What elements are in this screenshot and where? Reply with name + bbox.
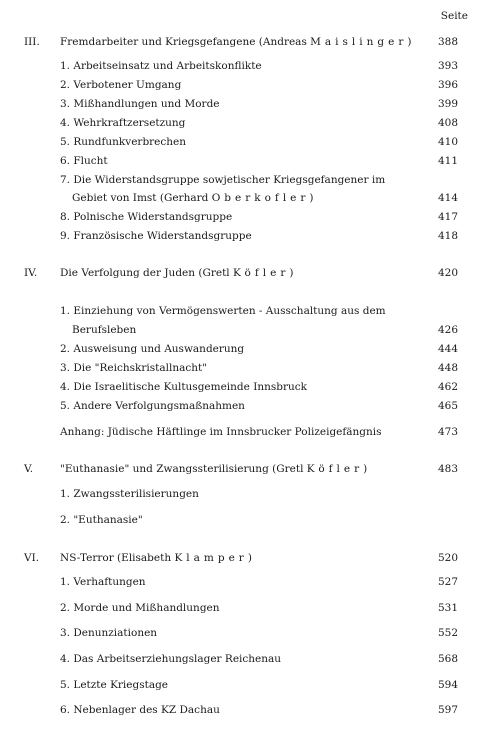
section-number: V. (24, 463, 34, 475)
section-title-close: ) (289, 267, 294, 279)
section-heading (0, 550, 492, 566)
entry-page: 527 (437, 576, 458, 588)
section-title (60, 550, 252, 566)
section-number: IV. (24, 267, 38, 279)
entry-page: 410 (437, 136, 458, 148)
entry-continuation (72, 190, 314, 206)
entry-text: 1. Arbeitseinsatz und Arbeitskonflikte (60, 60, 262, 72)
section-title (60, 34, 411, 50)
continuation-close: ) (309, 192, 314, 204)
toc-entry (0, 115, 492, 131)
entry-text: Anhang: Jüdische Häftlinge im Innsbrucker Polizeigefängnis (60, 426, 382, 438)
entry-page: 473 (437, 426, 458, 438)
toc-entry (0, 677, 492, 693)
entry-text: 9. Französische Widerstandsgruppe (60, 230, 252, 242)
toc-entry (0, 228, 492, 244)
section-heading (0, 265, 492, 281)
toc-entry (0, 360, 492, 376)
entry-page: 414 (437, 192, 458, 204)
entry-page: 568 (437, 653, 458, 665)
section-author: Maislinger (310, 36, 408, 48)
entry-text: 5. Letzte Kriegstage (60, 679, 169, 691)
toc-entry (0, 77, 492, 93)
entry-text: 2. "Euthanasie" (60, 514, 143, 526)
toc-entry (0, 398, 492, 414)
section-title (60, 265, 293, 281)
entry-page: 597 (437, 704, 458, 716)
toc-entry (0, 574, 492, 590)
entry-text: 3. Die "Reichskristallnacht" (60, 362, 208, 374)
toc-entry (0, 379, 492, 395)
toc-entry (0, 702, 492, 718)
entry-text: 2. Verbotener Umgang (60, 79, 182, 91)
toc-entry-continuation (0, 190, 492, 206)
section-page: 420 (437, 267, 458, 279)
entry-page: 448 (437, 362, 458, 374)
entry-page: 444 (437, 343, 458, 355)
entry-page: 462 (437, 381, 458, 393)
entry-page: 393 (437, 60, 458, 72)
toc-entry (0, 172, 492, 188)
entry-page: 418 (437, 230, 458, 242)
seite-header: Seite (440, 10, 468, 22)
section-title-text: "Euthanasie" und Zwangssterilisierung (Gretl (60, 463, 307, 475)
toc-entry (0, 209, 492, 225)
entry-text: 7. Die Widerstandsgruppe sowjetischer Kriegsgefangener im (60, 174, 386, 186)
entry-page: 552 (437, 627, 458, 639)
entry-text: 4. Die Israelitische Kultusgemeinde Innsbruck (60, 381, 308, 393)
entry-text: 2. Morde und Mißhandlungen (60, 602, 220, 614)
entry-page: 408 (437, 117, 458, 129)
section-title (60, 461, 367, 477)
section-title-close: ) (407, 36, 412, 48)
entry-text: 2. Ausweisung und Auswanderung (60, 343, 245, 355)
entry-page: 426 (437, 324, 458, 336)
section-page: 483 (437, 463, 458, 475)
toc-entry (0, 651, 492, 667)
entry-text: 6. Flucht (60, 155, 108, 167)
section-page: 388 (437, 36, 458, 48)
toc-entry (0, 303, 492, 319)
toc-entry (0, 512, 492, 528)
toc-entry (0, 486, 492, 502)
entry-page: 411 (437, 155, 458, 167)
toc-entry (0, 58, 492, 74)
toc-entry (0, 600, 492, 616)
entry-text: 4. Wehrkraftzersetzung (60, 117, 186, 129)
toc-entry (0, 341, 492, 357)
entry-continuation: Berufsleben (72, 324, 137, 336)
entry-text: 3. Mißhandlungen und Morde (60, 98, 220, 110)
section-author: Klamper (174, 552, 248, 564)
entry-page: 465 (437, 400, 458, 412)
toc-entry (0, 625, 492, 641)
section-number: III. (24, 36, 40, 48)
entry-text: 3. Denunziationen (60, 627, 158, 639)
entry-text: 1. Verhaftungen (60, 576, 146, 588)
section-author: Köfler (306, 463, 364, 475)
toc-entry (0, 96, 492, 112)
section-author: Köfler (232, 267, 290, 279)
entry-page: 531 (437, 602, 458, 614)
section-title-close: ) (363, 463, 368, 475)
section-title-text: Die Verfolgung der Juden (Gretl (60, 267, 233, 279)
entry-text: 5. Rundfunkverbrechen (60, 136, 187, 148)
entry-text: 4. Das Arbeitserziehungslager Reichenau (60, 653, 282, 665)
entry-page: 396 (437, 79, 458, 91)
toc-entry (0, 153, 492, 169)
section-heading (0, 461, 492, 477)
entry-text: 8. Polnische Widerstandsgruppe (60, 211, 233, 223)
toc-entry (0, 134, 492, 150)
toc-entry-continuation (0, 322, 492, 338)
section-number: VI. (24, 552, 40, 564)
entry-page: 417 (437, 211, 458, 223)
entry-text: 5. Andere Verfolgungsmaßnahmen (60, 400, 245, 412)
section-page: 520 (437, 552, 458, 564)
entry-page: 399 (437, 98, 458, 110)
section-title-text: Fremdarbeiter und Kriegsgefangene (Andreas (60, 36, 311, 48)
entry-text: 6. Nebenlager des KZ Dachau (60, 704, 220, 716)
section-title-close: ) (247, 552, 252, 564)
section-title-text: NS-Terror (Elisabeth (60, 552, 175, 564)
continuation-text: Gebiet von Imst (Gerhard (72, 192, 212, 204)
section-heading (0, 34, 492, 50)
entry-text: 1. Zwangssterilisierungen (60, 488, 199, 500)
toc-entry (0, 424, 492, 440)
entry-text: 1. Einziehung von Vermögenswerten - Ausschaltung aus dem (60, 305, 386, 317)
continuation-author: Oberkofler (211, 192, 310, 204)
entry-page: 594 (437, 679, 458, 691)
